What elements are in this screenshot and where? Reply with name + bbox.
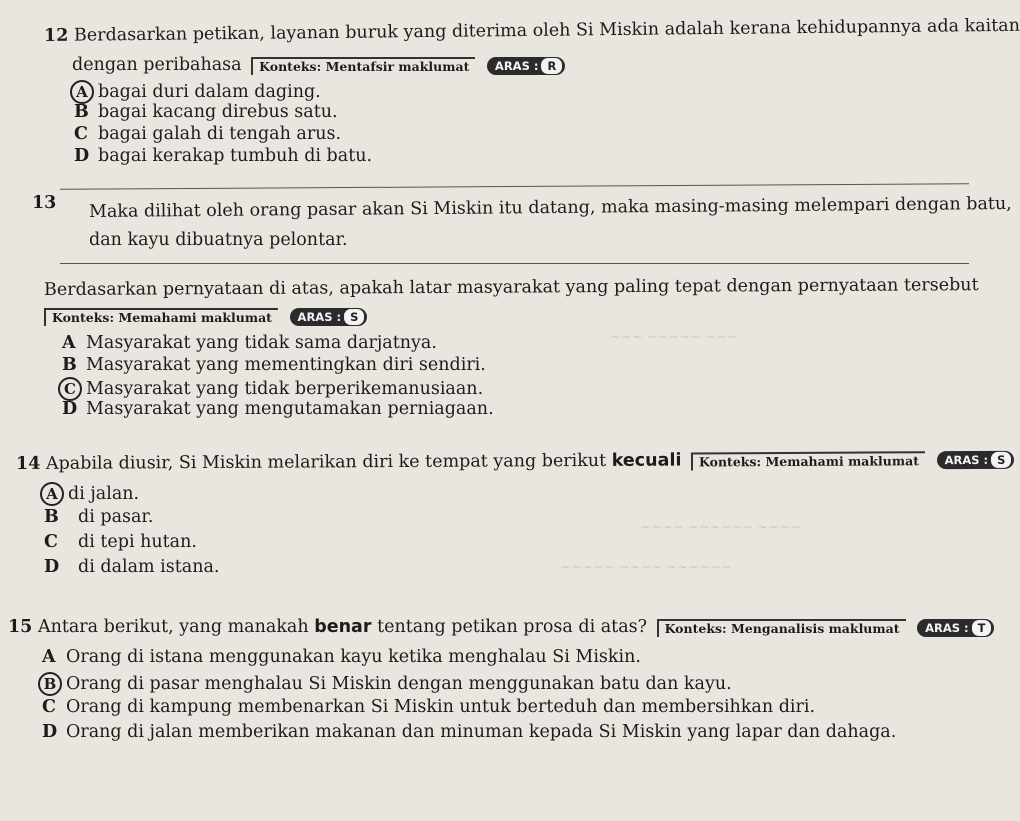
q13-meta bbox=[44, 306, 367, 326]
q13-option-c[interactable] bbox=[58, 377, 483, 401]
q15-stem-keyword: benar bbox=[314, 617, 372, 637]
q13-aras-level: S bbox=[344, 309, 364, 325]
q12-option-c[interactable] bbox=[74, 124, 341, 144]
q13-option-b-letter: B bbox=[62, 355, 77, 375]
q13-option-a-letter: A bbox=[62, 333, 76, 353]
q13-quote-line2: dan kayu dibuatnya pelontar. bbox=[89, 230, 348, 250]
q15-option-a-text: Orang di istana menggunakan kayu ketika menghalau Si Miskin. bbox=[66, 647, 641, 667]
q14-aras-label: ARAS : bbox=[944, 452, 989, 467]
show-through-text: ~~~~ ~~~~~~ ~~~~ bbox=[640, 520, 801, 535]
q12-number: 12 bbox=[43, 25, 69, 46]
q14-option-d[interactable] bbox=[44, 557, 220, 577]
q14-stem-text: Apabila diusir, Si Miskin melarikan diri ke tempat yang berikut bbox=[45, 450, 607, 474]
q12-stem-text: Berdasarkan petikan, layanan buruk yang diterima oleh Si Miskin adalah kerana kehidupannya ada kaitan bbox=[73, 15, 1020, 46]
q15-option-b-text: Orang di pasar menghalau Si Miskin dengan menggunakan batu dan kayu. bbox=[66, 674, 732, 694]
q15-aras-level: T bbox=[972, 620, 992, 636]
q12-option-d[interactable] bbox=[74, 146, 372, 166]
q15-option-d[interactable] bbox=[42, 722, 896, 742]
q14-aras-level: S bbox=[991, 451, 1011, 467]
q15-option-c-text: Orang di kampung membenarkan Si Miskin untuk berteduh dan membersihkan diri. bbox=[66, 697, 816, 717]
q14-context-label: Konteks: Memahami maklumat bbox=[691, 451, 925, 470]
q15-option-d-text: Orang di jalan memberikan makanan dan minuman kepada Si Miskin yang lapar dan dahaga. bbox=[66, 722, 897, 742]
q12-stem-line1 bbox=[44, 16, 1020, 46]
q14-option-b-text: di pasar. bbox=[78, 507, 154, 527]
q13-option-a[interactable] bbox=[62, 333, 437, 353]
q14-option-c[interactable] bbox=[44, 532, 197, 552]
q14-option-a[interactable] bbox=[40, 482, 139, 506]
q12-option-d-text: bagai kerakap tumbuh di batu. bbox=[98, 146, 373, 166]
q15-stem-text-a: Antara berikut, yang manakah bbox=[37, 617, 309, 637]
q13-option-d-letter: D bbox=[62, 399, 78, 419]
q15-option-b-letter: B bbox=[38, 672, 62, 696]
q14-stem-keyword: kecuali bbox=[611, 450, 682, 471]
q12-option-a[interactable] bbox=[70, 80, 321, 104]
q12-option-d-letter: D bbox=[74, 146, 90, 166]
q13-option-a-text: Masyarakat yang tidak sama darjatnya. bbox=[86, 333, 437, 353]
show-through-text: ~~~~~ ~~~~ ~~~~~~ bbox=[560, 560, 732, 575]
q13-context-label: Konteks: Memahami maklumat bbox=[44, 308, 278, 326]
q14-number: 14 bbox=[15, 453, 41, 474]
q13-aras-label: ARAS : bbox=[297, 309, 342, 324]
q15-aras-label: ARAS : bbox=[925, 620, 969, 635]
q12-aras-badge bbox=[487, 57, 565, 75]
q12-option-a-letter: A bbox=[70, 80, 94, 104]
q13-option-b[interactable] bbox=[62, 355, 486, 375]
q15-option-b[interactable] bbox=[38, 672, 732, 696]
q15-option-a-letter: A bbox=[42, 647, 56, 667]
q14-stem bbox=[16, 449, 1014, 474]
q13-option-d[interactable] bbox=[62, 399, 494, 419]
q12-option-b-text: bagai kacang direbus satu. bbox=[98, 102, 338, 122]
q13-quote-top-rule bbox=[60, 183, 969, 190]
q15-option-c-letter: C bbox=[42, 697, 56, 717]
q12-option-a-text: bagai duri dalam daging. bbox=[98, 82, 321, 102]
q15-stem-text-b: tentang petikan prosa di atas? bbox=[377, 617, 648, 637]
q13-option-b-text: Masyarakat yang mementingkan diri sendiri. bbox=[86, 355, 486, 375]
q14-option-d-letter: D bbox=[44, 557, 60, 577]
q12-aras-level: R bbox=[541, 58, 562, 74]
q15-number: 15 bbox=[8, 617, 33, 637]
q12-option-c-letter: C bbox=[74, 124, 88, 144]
q12-aras-label: ARAS : bbox=[494, 58, 539, 73]
q13-option-c-letter: C bbox=[58, 377, 82, 401]
q15-option-d-letter: D bbox=[42, 722, 58, 742]
q13-number: 13 bbox=[32, 193, 57, 213]
q12-stem-text2: dengan peribahasa bbox=[72, 55, 242, 75]
q14-option-c-letter: C bbox=[44, 532, 58, 552]
q14-option-c-text: di tepi hutan. bbox=[78, 532, 197, 552]
q15-stem bbox=[8, 617, 994, 637]
q12-option-b-letter: B bbox=[74, 102, 89, 122]
q13-stem: Berdasarkan pernyataan di atas, apakah latar masyarakat yang paling tepat dengan pernyataan tersebut bbox=[43, 275, 979, 300]
q13-option-c-text: Masyarakat yang tidak berperikemanusiaan. bbox=[86, 379, 484, 399]
q15-context-label: Konteks: Menganalisis maklumat bbox=[657, 619, 906, 637]
q14-aras-badge bbox=[937, 450, 1015, 468]
q12-option-c-text: bagai galah di tengah arus. bbox=[98, 124, 342, 144]
q14-option-b-letter: B bbox=[44, 507, 59, 527]
q14-option-a-letter: A bbox=[40, 482, 64, 506]
show-through-text: ~~~ ~~~~~ ~~~ bbox=[610, 330, 739, 345]
q12-option-b[interactable] bbox=[74, 102, 338, 122]
q12-stem-line2 bbox=[72, 55, 565, 75]
q15-aras-badge bbox=[917, 619, 994, 637]
q13-option-d-text: Masyarakat yang mengutamakan perniagaan. bbox=[86, 399, 494, 419]
q12-context-label: Konteks: Mentafsir maklumat bbox=[251, 57, 475, 75]
q13-quote-line1: Maka dilihat oleh orang pasar akan Si Miskin itu datang, maka masing-masing melempari dengan batu, bbox=[88, 193, 1012, 222]
q14-option-a-text: di jalan. bbox=[68, 484, 140, 504]
q15-option-c[interactable] bbox=[42, 697, 815, 717]
q13-aras-badge bbox=[290, 308, 368, 326]
q15-option-a[interactable] bbox=[42, 647, 641, 667]
q13-quote-bottom-rule bbox=[60, 263, 969, 264]
q14-option-d-text: di dalam istana. bbox=[78, 557, 220, 577]
q14-option-b[interactable] bbox=[44, 507, 153, 527]
